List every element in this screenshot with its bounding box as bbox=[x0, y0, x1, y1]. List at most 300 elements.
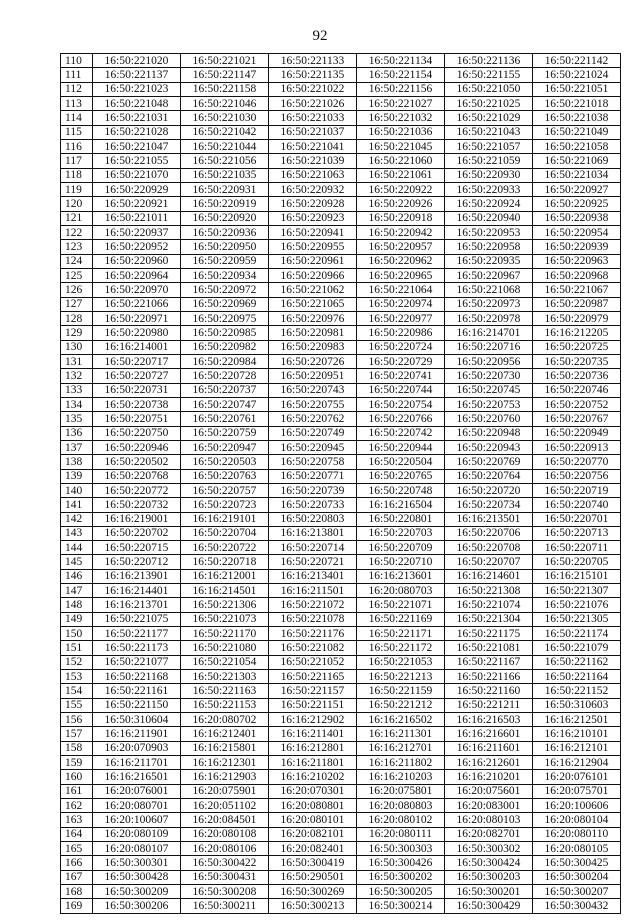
table-row bbox=[61, 555, 621, 569]
cadastral-number-cell: 16:50:221133 bbox=[269, 54, 357, 68]
cadastral-number-cell: 16:20:080101 bbox=[269, 813, 357, 827]
cadastral-number-cell: 16:50:220984 bbox=[181, 354, 269, 368]
cadastral-number-cell: 16:50:220764 bbox=[445, 469, 533, 483]
cadastral-number-cell: 16:50:220732 bbox=[93, 498, 181, 512]
cadastral-number-cell: 16:50:220743 bbox=[269, 383, 357, 397]
cadastral-number-cell: 16:50:221165 bbox=[269, 670, 357, 684]
cadastral-number-cell: 16:50:221073 bbox=[181, 612, 269, 626]
table-row bbox=[61, 641, 621, 655]
cadastral-number-cell: 16:50:310604 bbox=[93, 713, 181, 727]
cadastral-number-cell: 16:50:220739 bbox=[269, 483, 357, 497]
cadastral-number-cell: 16:16:212001 bbox=[181, 569, 269, 583]
cadastral-number-cell: 16:50:221153 bbox=[181, 698, 269, 712]
cadastral-number-cell: 16:50:221135 bbox=[269, 68, 357, 82]
row-number-cell: 169 bbox=[61, 899, 93, 913]
cadastral-number-cell: 16:50:220918 bbox=[357, 211, 445, 225]
row-number-cell: 152 bbox=[61, 655, 93, 669]
cadastral-number-cell: 16:50:220753 bbox=[445, 397, 533, 411]
row-number-cell: 127 bbox=[61, 297, 93, 311]
cadastral-number-cell: 16:50:220942 bbox=[357, 225, 445, 239]
row-number-cell: 114 bbox=[61, 111, 93, 125]
table-row bbox=[61, 770, 621, 784]
cadastral-number-cell: 16:50:221064 bbox=[357, 283, 445, 297]
cadastral-number-cell: 16:50:220986 bbox=[357, 326, 445, 340]
cadastral-number-cell: 16:16:216504 bbox=[357, 498, 445, 512]
cadastral-number-cell: 16:50:300206 bbox=[93, 899, 181, 913]
cadastral-number-cell: 16:50:221166 bbox=[445, 670, 533, 684]
cadastral-number-cell: 16:50:220504 bbox=[357, 455, 445, 469]
cadastral-number-cell: 16:50:220711 bbox=[533, 541, 621, 555]
cadastral-number-cell: 16:50:220746 bbox=[533, 383, 621, 397]
row-number-cell: 135 bbox=[61, 412, 93, 426]
cadastral-number-cell: 16:16:214401 bbox=[93, 584, 181, 598]
row-number-cell: 142 bbox=[61, 512, 93, 526]
cadastral-number-cell: 16:50:220987 bbox=[533, 297, 621, 311]
cadastral-number-cell: 16:50:220954 bbox=[533, 225, 621, 239]
row-number-cell: 149 bbox=[61, 612, 93, 626]
cadastral-number-cell: 16:16:219001 bbox=[93, 512, 181, 526]
cadastral-number-cell: 16:50:220709 bbox=[357, 541, 445, 555]
cadastral-number-cell: 16:50:221147 bbox=[181, 68, 269, 82]
cadastral-number-cell: 16:50:221169 bbox=[357, 612, 445, 626]
cadastral-number-cell: 16:50:220957 bbox=[357, 240, 445, 254]
table-row bbox=[61, 827, 621, 841]
cadastral-number-cell: 16:50:220951 bbox=[269, 369, 357, 383]
cadastral-number-cell: 16:50:221042 bbox=[181, 125, 269, 139]
cadastral-number-cell: 16:50:221044 bbox=[181, 139, 269, 153]
row-number-cell: 157 bbox=[61, 727, 93, 741]
cadastral-number-cell: 16:50:220735 bbox=[533, 354, 621, 368]
cadastral-number-cell: 16:20:080108 bbox=[181, 827, 269, 841]
cadastral-number-cell: 16:50:220950 bbox=[181, 240, 269, 254]
row-number-cell: 130 bbox=[61, 340, 93, 354]
cadastral-number-cell: 16:50:300205 bbox=[357, 885, 445, 899]
cadastral-number-cell: 16:16:212904 bbox=[533, 756, 621, 770]
cadastral-number-cell: 16:50:220722 bbox=[181, 541, 269, 555]
cadastral-number-cell: 16:50:221038 bbox=[533, 111, 621, 125]
cadastral-number-cell: 16:20:080102 bbox=[357, 813, 445, 827]
cadastral-number-cell: 16:50:221211 bbox=[445, 698, 533, 712]
cadastral-number-cell: 16:50:220945 bbox=[269, 440, 357, 454]
cadastral-number-cell: 16:16:210202 bbox=[269, 770, 357, 784]
table-row bbox=[61, 340, 621, 354]
cadastral-number-cell: 16:50:220920 bbox=[181, 211, 269, 225]
cadastral-number-cell: 16:20:080801 bbox=[269, 799, 357, 813]
cadastral-number-cell: 16:50:221150 bbox=[93, 698, 181, 712]
cadastral-number-cell: 16:20:075801 bbox=[357, 784, 445, 798]
cadastral-number-cell: 16:16:211301 bbox=[357, 727, 445, 741]
cadastral-number-cell: 16:50:221076 bbox=[533, 598, 621, 612]
cadastral-number-cell: 16:50:221037 bbox=[269, 125, 357, 139]
cadastral-number-cell: 16:50:220772 bbox=[93, 483, 181, 497]
table-row bbox=[61, 96, 621, 110]
cadastral-number-cell: 16:50:220715 bbox=[93, 541, 181, 555]
cadastral-number-cell: 16:50:221155 bbox=[445, 68, 533, 82]
row-number-cell: 140 bbox=[61, 483, 93, 497]
cadastral-number-cell: 16:50:220727 bbox=[93, 369, 181, 383]
cadastral-number-cell: 16:50:221052 bbox=[269, 655, 357, 669]
cadastral-number-cell: 16:50:221075 bbox=[93, 612, 181, 626]
cadastral-number-cell: 16:50:300426 bbox=[357, 856, 445, 870]
cadastral-number-cell: 16:50:220955 bbox=[269, 240, 357, 254]
cadastral-number-cell: 16:50:220752 bbox=[533, 397, 621, 411]
table-row bbox=[61, 670, 621, 684]
cadastral-number-cell: 16:20:082401 bbox=[269, 842, 357, 856]
cadastral-number-cell: 16:50:221171 bbox=[357, 627, 445, 641]
table-row bbox=[61, 741, 621, 755]
cadastral-number-cell: 16:50:220742 bbox=[357, 426, 445, 440]
cadastral-number-cell: 16:16:213501 bbox=[445, 512, 533, 526]
cadastral-number-cell: 16:16:219101 bbox=[181, 512, 269, 526]
table-row bbox=[61, 326, 621, 340]
cadastral-number-cell: 16:50:220726 bbox=[269, 354, 357, 368]
table-row bbox=[61, 182, 621, 196]
cadastral-number-cell: 16:16:211501 bbox=[269, 584, 357, 598]
cadastral-number-cell: 16:50:300302 bbox=[445, 842, 533, 856]
table-row bbox=[61, 268, 621, 282]
cadastral-number-cell: 16:50:221018 bbox=[533, 96, 621, 110]
cadastral-number-cell: 16:50:220923 bbox=[269, 211, 357, 225]
row-number-cell: 148 bbox=[61, 598, 93, 612]
cadastral-number-cell: 16:16:211701 bbox=[93, 756, 181, 770]
cadastral-number-cell: 16:50:221055 bbox=[93, 154, 181, 168]
cadastral-number-cell: 16:20:082701 bbox=[445, 827, 533, 841]
cadastral-number-cell: 16:50:300211 bbox=[181, 899, 269, 913]
cadastral-number-cell: 16:50:220975 bbox=[181, 311, 269, 325]
row-number-cell: 125 bbox=[61, 268, 93, 282]
cadastral-number-cell: 16:50:300425 bbox=[533, 856, 621, 870]
table-row bbox=[61, 885, 621, 899]
cadastral-number-cell: 16:50:220922 bbox=[357, 182, 445, 196]
table-row bbox=[61, 756, 621, 770]
cadastral-number-cell: 16:50:290501 bbox=[269, 870, 357, 884]
row-number-cell: 167 bbox=[61, 870, 93, 884]
cadastral-number-cell: 16:50:221306 bbox=[181, 598, 269, 612]
cadastral-number-cell: 16:50:221168 bbox=[93, 670, 181, 684]
cadastral-number-cell: 16:50:220713 bbox=[533, 526, 621, 540]
cadastral-number-cell: 16:50:220736 bbox=[533, 369, 621, 383]
table-row bbox=[61, 283, 621, 297]
cadastral-number-cell: 16:50:220959 bbox=[181, 254, 269, 268]
cadastral-number-cell: 16:50:221047 bbox=[93, 139, 181, 153]
cadastral-number-cell: 16:50:221061 bbox=[357, 168, 445, 182]
cadastral-number-cell: 16:50:221082 bbox=[269, 641, 357, 655]
cadastral-number-cell: 16:16:212205 bbox=[533, 326, 621, 340]
cadastral-number-cell: 16:50:220937 bbox=[93, 225, 181, 239]
cadastral-number-cell: 16:50:220956 bbox=[445, 354, 533, 368]
cadastral-number-cell: 16:50:221081 bbox=[445, 641, 533, 655]
table-row bbox=[61, 369, 621, 383]
cadastral-number-cell: 16:50:221024 bbox=[533, 68, 621, 82]
cadastral-number-cell: 16:50:220708 bbox=[445, 541, 533, 555]
cadastral-number-cell: 16:50:220733 bbox=[269, 498, 357, 512]
table-row bbox=[61, 784, 621, 798]
cadastral-number-cell: 16:50:220932 bbox=[269, 182, 357, 196]
cadastral-number-cell: 16:50:221071 bbox=[357, 598, 445, 612]
cadastral-number-cell: 16:50:220980 bbox=[93, 326, 181, 340]
cadastral-number-cell: 16:50:220968 bbox=[533, 268, 621, 282]
table-row bbox=[61, 870, 621, 884]
cadastral-number-cell: 16:50:220762 bbox=[269, 412, 357, 426]
row-number-cell: 112 bbox=[61, 82, 93, 96]
cadastral-number-cell: 16:50:221065 bbox=[269, 297, 357, 311]
cadastral-number-cell: 16:50:220934 bbox=[181, 268, 269, 282]
cadastral-number-cell: 16:50:221051 bbox=[533, 82, 621, 96]
cadastral-number-cell: 16:50:221026 bbox=[269, 96, 357, 110]
cadastral-number-cell: 16:50:220707 bbox=[445, 555, 533, 569]
cadastral-number-cell: 16:50:221027 bbox=[357, 96, 445, 110]
cadastral-number-cell: 16:50:221043 bbox=[445, 125, 533, 139]
cadastral-number-cell: 16:50:221045 bbox=[357, 139, 445, 153]
cadastral-number-cell: 16:50:220801 bbox=[357, 512, 445, 526]
cadastral-number-cell: 16:50:220963 bbox=[533, 254, 621, 268]
cadastral-number-cell: 16:50:221304 bbox=[445, 612, 533, 626]
cadastral-number-cell: 16:50:220765 bbox=[357, 469, 445, 483]
row-number-cell: 136 bbox=[61, 426, 93, 440]
cadastral-number-cell: 16:16:212501 bbox=[533, 713, 621, 727]
cadastral-number-cell: 16:50:220754 bbox=[357, 397, 445, 411]
row-number-cell: 118 bbox=[61, 168, 93, 182]
table-row bbox=[61, 584, 621, 598]
cadastral-number-cell: 16:50:221162 bbox=[533, 655, 621, 669]
table-row bbox=[61, 512, 621, 526]
table-row bbox=[61, 813, 621, 827]
cadastral-number-cell: 16:50:221032 bbox=[357, 111, 445, 125]
cadastral-number-cell: 16:50:221053 bbox=[357, 655, 445, 669]
cadastral-number-cell: 16:50:220935 bbox=[445, 254, 533, 268]
cadastral-number-cell: 16:50:220770 bbox=[533, 455, 621, 469]
cadastral-number-cell: 16:50:220921 bbox=[93, 197, 181, 211]
cadastral-number-cell: 16:50:221160 bbox=[445, 684, 533, 698]
cadastral-number-cell: 16:20:076101 bbox=[533, 770, 621, 784]
row-number-cell: 165 bbox=[61, 842, 93, 856]
cadastral-number-cell: 16:50:221033 bbox=[269, 111, 357, 125]
table-row bbox=[61, 684, 621, 698]
cadastral-number-cell: 16:50:220717 bbox=[93, 354, 181, 368]
cadastral-number-cell: 16:50:220978 bbox=[445, 311, 533, 325]
cadastral-number-cell: 16:50:300431 bbox=[181, 870, 269, 884]
cadastral-number-cell: 16:50:300432 bbox=[533, 899, 621, 913]
cadastral-number-cell: 16:16:211601 bbox=[445, 741, 533, 755]
cadastral-number-cell: 16:50:221305 bbox=[533, 612, 621, 626]
cadastral-number-cell: 16:50:220716 bbox=[445, 340, 533, 354]
cadastral-number-cell: 16:50:221036 bbox=[357, 125, 445, 139]
cadastral-number-cell: 16:50:300424 bbox=[445, 856, 533, 870]
cadastral-number-cell: 16:50:220703 bbox=[357, 526, 445, 540]
cadastral-number-cell: 16:50:220706 bbox=[445, 526, 533, 540]
table-row bbox=[61, 526, 621, 540]
cadastral-number-cell: 16:50:220718 bbox=[181, 555, 269, 569]
row-number-cell: 166 bbox=[61, 856, 93, 870]
row-number-cell: 159 bbox=[61, 756, 93, 770]
cadastral-number-cell: 16:50:221161 bbox=[93, 684, 181, 698]
row-number-cell: 150 bbox=[61, 627, 93, 641]
cadastral-number-cell: 16:50:220946 bbox=[93, 440, 181, 454]
cadastral-number-cell: 16:50:220702 bbox=[93, 526, 181, 540]
cadastral-number-cell: 16:50:221212 bbox=[357, 698, 445, 712]
cadastral-number-cell: 16:50:220933 bbox=[445, 182, 533, 196]
cadastral-number-cell: 16:50:220969 bbox=[181, 297, 269, 311]
cadastral-number-cell: 16:50:220756 bbox=[533, 469, 621, 483]
cadastral-number-cell: 16:50:220761 bbox=[181, 412, 269, 426]
cadastral-number-cell: 16:50:221039 bbox=[269, 154, 357, 168]
cadastral-number-cell: 16:50:221031 bbox=[93, 111, 181, 125]
cadastral-number-cell: 16:50:220983 bbox=[269, 340, 357, 354]
row-number-cell: 164 bbox=[61, 827, 93, 841]
cadastral-number-cell: 16:50:220747 bbox=[181, 397, 269, 411]
row-number-cell: 134 bbox=[61, 397, 93, 411]
cadastral-number-cell: 16:16:212701 bbox=[357, 741, 445, 755]
table-row bbox=[61, 211, 621, 225]
cadastral-number-cell: 16:16:213401 bbox=[269, 569, 357, 583]
cadastral-number-cell: 16:50:220755 bbox=[269, 397, 357, 411]
cadastral-number-cell: 16:20:080702 bbox=[181, 713, 269, 727]
cadastral-number-cell: 16:50:220960 bbox=[93, 254, 181, 268]
row-number-cell: 168 bbox=[61, 885, 93, 899]
cadastral-number-cell: 16:50:300213 bbox=[269, 899, 357, 913]
cadastral-number-cell: 16:50:221159 bbox=[357, 684, 445, 698]
cadastral-number-cell: 16:50:220734 bbox=[445, 498, 533, 512]
row-number-cell: 138 bbox=[61, 455, 93, 469]
cadastral-number-cell: 16:50:220967 bbox=[445, 268, 533, 282]
cadastral-number-cell: 16:50:300202 bbox=[357, 870, 445, 884]
row-number-cell: 141 bbox=[61, 498, 93, 512]
cadastral-number-cell: 16:50:220750 bbox=[93, 426, 181, 440]
row-number-cell: 133 bbox=[61, 383, 93, 397]
cadastral-number-cell: 16:50:220943 bbox=[445, 440, 533, 454]
cadastral-number-cell: 16:50:220940 bbox=[445, 211, 533, 225]
table-row bbox=[61, 354, 621, 368]
cadastral-number-cell: 16:50:221152 bbox=[533, 684, 621, 698]
cadastral-number-cell: 16:50:220973 bbox=[445, 297, 533, 311]
cadastral-number-cell: 16:50:220503 bbox=[181, 455, 269, 469]
cadastral-number-cell: 16:50:221070 bbox=[93, 168, 181, 182]
cadastral-number-cell: 16:50:221034 bbox=[533, 168, 621, 182]
cadastral-number-cell: 16:16:213701 bbox=[93, 598, 181, 612]
table-body bbox=[61, 54, 621, 914]
table-row bbox=[61, 440, 621, 454]
cadastral-number-cell: 16:20:080111 bbox=[357, 827, 445, 841]
cadastral-number-cell: 16:20:082101 bbox=[269, 827, 357, 841]
cadastral-number-cell: 16:50:220731 bbox=[93, 383, 181, 397]
cadastral-number-cell: 16:50:220981 bbox=[269, 326, 357, 340]
cadastral-number-cell: 16:50:221057 bbox=[445, 139, 533, 153]
cadastral-number-cell: 16:50:300204 bbox=[533, 870, 621, 884]
cadastral-number-cell: 16:50:220944 bbox=[357, 440, 445, 454]
cadastral-number-cell: 16:50:221058 bbox=[533, 139, 621, 153]
cadastral-number-cell: 16:50:220759 bbox=[181, 426, 269, 440]
cadastral-number-cell: 16:16:210201 bbox=[445, 770, 533, 784]
row-number-cell: 119 bbox=[61, 182, 93, 196]
row-number-cell: 143 bbox=[61, 526, 93, 540]
cadastral-number-cell: 16:16:216502 bbox=[357, 713, 445, 727]
cadastral-number-cell: 16:50:220719 bbox=[533, 483, 621, 497]
cadastral-number-cell: 16:50:220749 bbox=[269, 426, 357, 440]
cadastral-number-cell: 16:50:221136 bbox=[445, 54, 533, 68]
cadastral-number-cell: 16:50:221068 bbox=[445, 283, 533, 297]
table-row bbox=[61, 412, 621, 426]
cadastral-number-cell: 16:50:220738 bbox=[93, 397, 181, 411]
row-number-cell: 158 bbox=[61, 741, 93, 755]
cadastral-number-cell: 16:16:211802 bbox=[357, 756, 445, 770]
table-row bbox=[61, 254, 621, 268]
cadastral-number-cell: 16:16:210101 bbox=[533, 727, 621, 741]
cadastral-number-cell: 16:50:220947 bbox=[181, 440, 269, 454]
cadastral-number-cell: 16:50:221025 bbox=[445, 96, 533, 110]
cadastral-number-cell: 16:50:221035 bbox=[181, 168, 269, 182]
cadastral-number-cell: 16:16:216601 bbox=[445, 727, 533, 741]
cadastral-number-cell: 16:50:220502 bbox=[93, 455, 181, 469]
cadastral-number-cell: 16:50:221158 bbox=[181, 82, 269, 96]
cadastral-number-cell: 16:50:221174 bbox=[533, 627, 621, 641]
cadastral-number-cell: 16:20:080104 bbox=[533, 813, 621, 827]
cadastral-number-cell: 16:50:220928 bbox=[269, 197, 357, 211]
cadastral-number-cell: 16:50:220768 bbox=[93, 469, 181, 483]
cadastral-number-cell: 16:20:080103 bbox=[445, 813, 533, 827]
cadastral-number-cell: 16:16:212101 bbox=[533, 741, 621, 755]
cadastral-number-cell: 16:16:213901 bbox=[93, 569, 181, 583]
cadastral-number-cell: 16:50:220730 bbox=[445, 369, 533, 383]
row-number-cell: 117 bbox=[61, 154, 93, 168]
cadastral-number-cell: 16:50:220705 bbox=[533, 555, 621, 569]
row-number-cell: 144 bbox=[61, 541, 93, 555]
table-row bbox=[61, 125, 621, 139]
cadastral-number-cell: 16:50:220927 bbox=[533, 182, 621, 196]
cadastral-number-cell: 16:50:221041 bbox=[269, 139, 357, 153]
row-number-cell: 156 bbox=[61, 713, 93, 727]
cadastral-number-cell: 16:50:221157 bbox=[269, 684, 357, 698]
cadastral-number-cell: 16:50:220724 bbox=[357, 340, 445, 354]
table-row bbox=[61, 54, 621, 68]
cadastral-number-cell: 16:50:221164 bbox=[533, 670, 621, 684]
cadastral-number-cell: 16:16:212401 bbox=[181, 727, 269, 741]
row-number-cell: 113 bbox=[61, 96, 93, 110]
cadastral-number-cell: 16:20:080106 bbox=[181, 842, 269, 856]
cadastral-number-cell: 16:20:100606 bbox=[533, 799, 621, 813]
row-number-cell: 160 bbox=[61, 770, 93, 784]
row-number-cell: 161 bbox=[61, 784, 93, 798]
cadastral-number-cell: 16:50:221078 bbox=[269, 612, 357, 626]
cadastral-number-cell: 16:50:221170 bbox=[181, 627, 269, 641]
cadastral-number-cell: 16:50:220953 bbox=[445, 225, 533, 239]
cadastral-number-cell: 16:20:080703 bbox=[357, 584, 445, 598]
cadastral-number-cell: 16:50:220966 bbox=[269, 268, 357, 282]
cadastral-number-cell: 16:16:211401 bbox=[269, 727, 357, 741]
table-row bbox=[61, 139, 621, 153]
cadastral-number-cell: 16:50:221050 bbox=[445, 82, 533, 96]
cadastral-number-cell: 16:50:221176 bbox=[269, 627, 357, 641]
table-row bbox=[61, 727, 621, 741]
row-number-cell: 153 bbox=[61, 670, 93, 684]
cadastral-number-cell: 16:50:221142 bbox=[533, 54, 621, 68]
cadastral-number-cell: 16:50:221020 bbox=[93, 54, 181, 68]
row-number-cell: 132 bbox=[61, 369, 93, 383]
row-number-cell: 139 bbox=[61, 469, 93, 483]
cadastral-number-cell: 16:50:221154 bbox=[357, 68, 445, 82]
cadastral-number-cell: 16:50:220924 bbox=[445, 197, 533, 211]
cadastral-number-cell: 16:50:220712 bbox=[93, 555, 181, 569]
cadastral-number-cell: 16:50:220976 bbox=[269, 311, 357, 325]
cadastral-number-cell: 16:16:214501 bbox=[181, 584, 269, 598]
cadastral-number-cell: 16:50:300209 bbox=[93, 885, 181, 899]
row-number-cell: 123 bbox=[61, 240, 93, 254]
row-number-cell: 121 bbox=[61, 211, 93, 225]
cadastral-number-cell: 16:50:220704 bbox=[181, 526, 269, 540]
cadastral-number-cell: 16:50:220723 bbox=[181, 498, 269, 512]
row-number-cell: 115 bbox=[61, 125, 93, 139]
cadastral-number-cell: 16:50:220958 bbox=[445, 240, 533, 254]
cadastral-number-cell: 16:50:221059 bbox=[445, 154, 533, 168]
